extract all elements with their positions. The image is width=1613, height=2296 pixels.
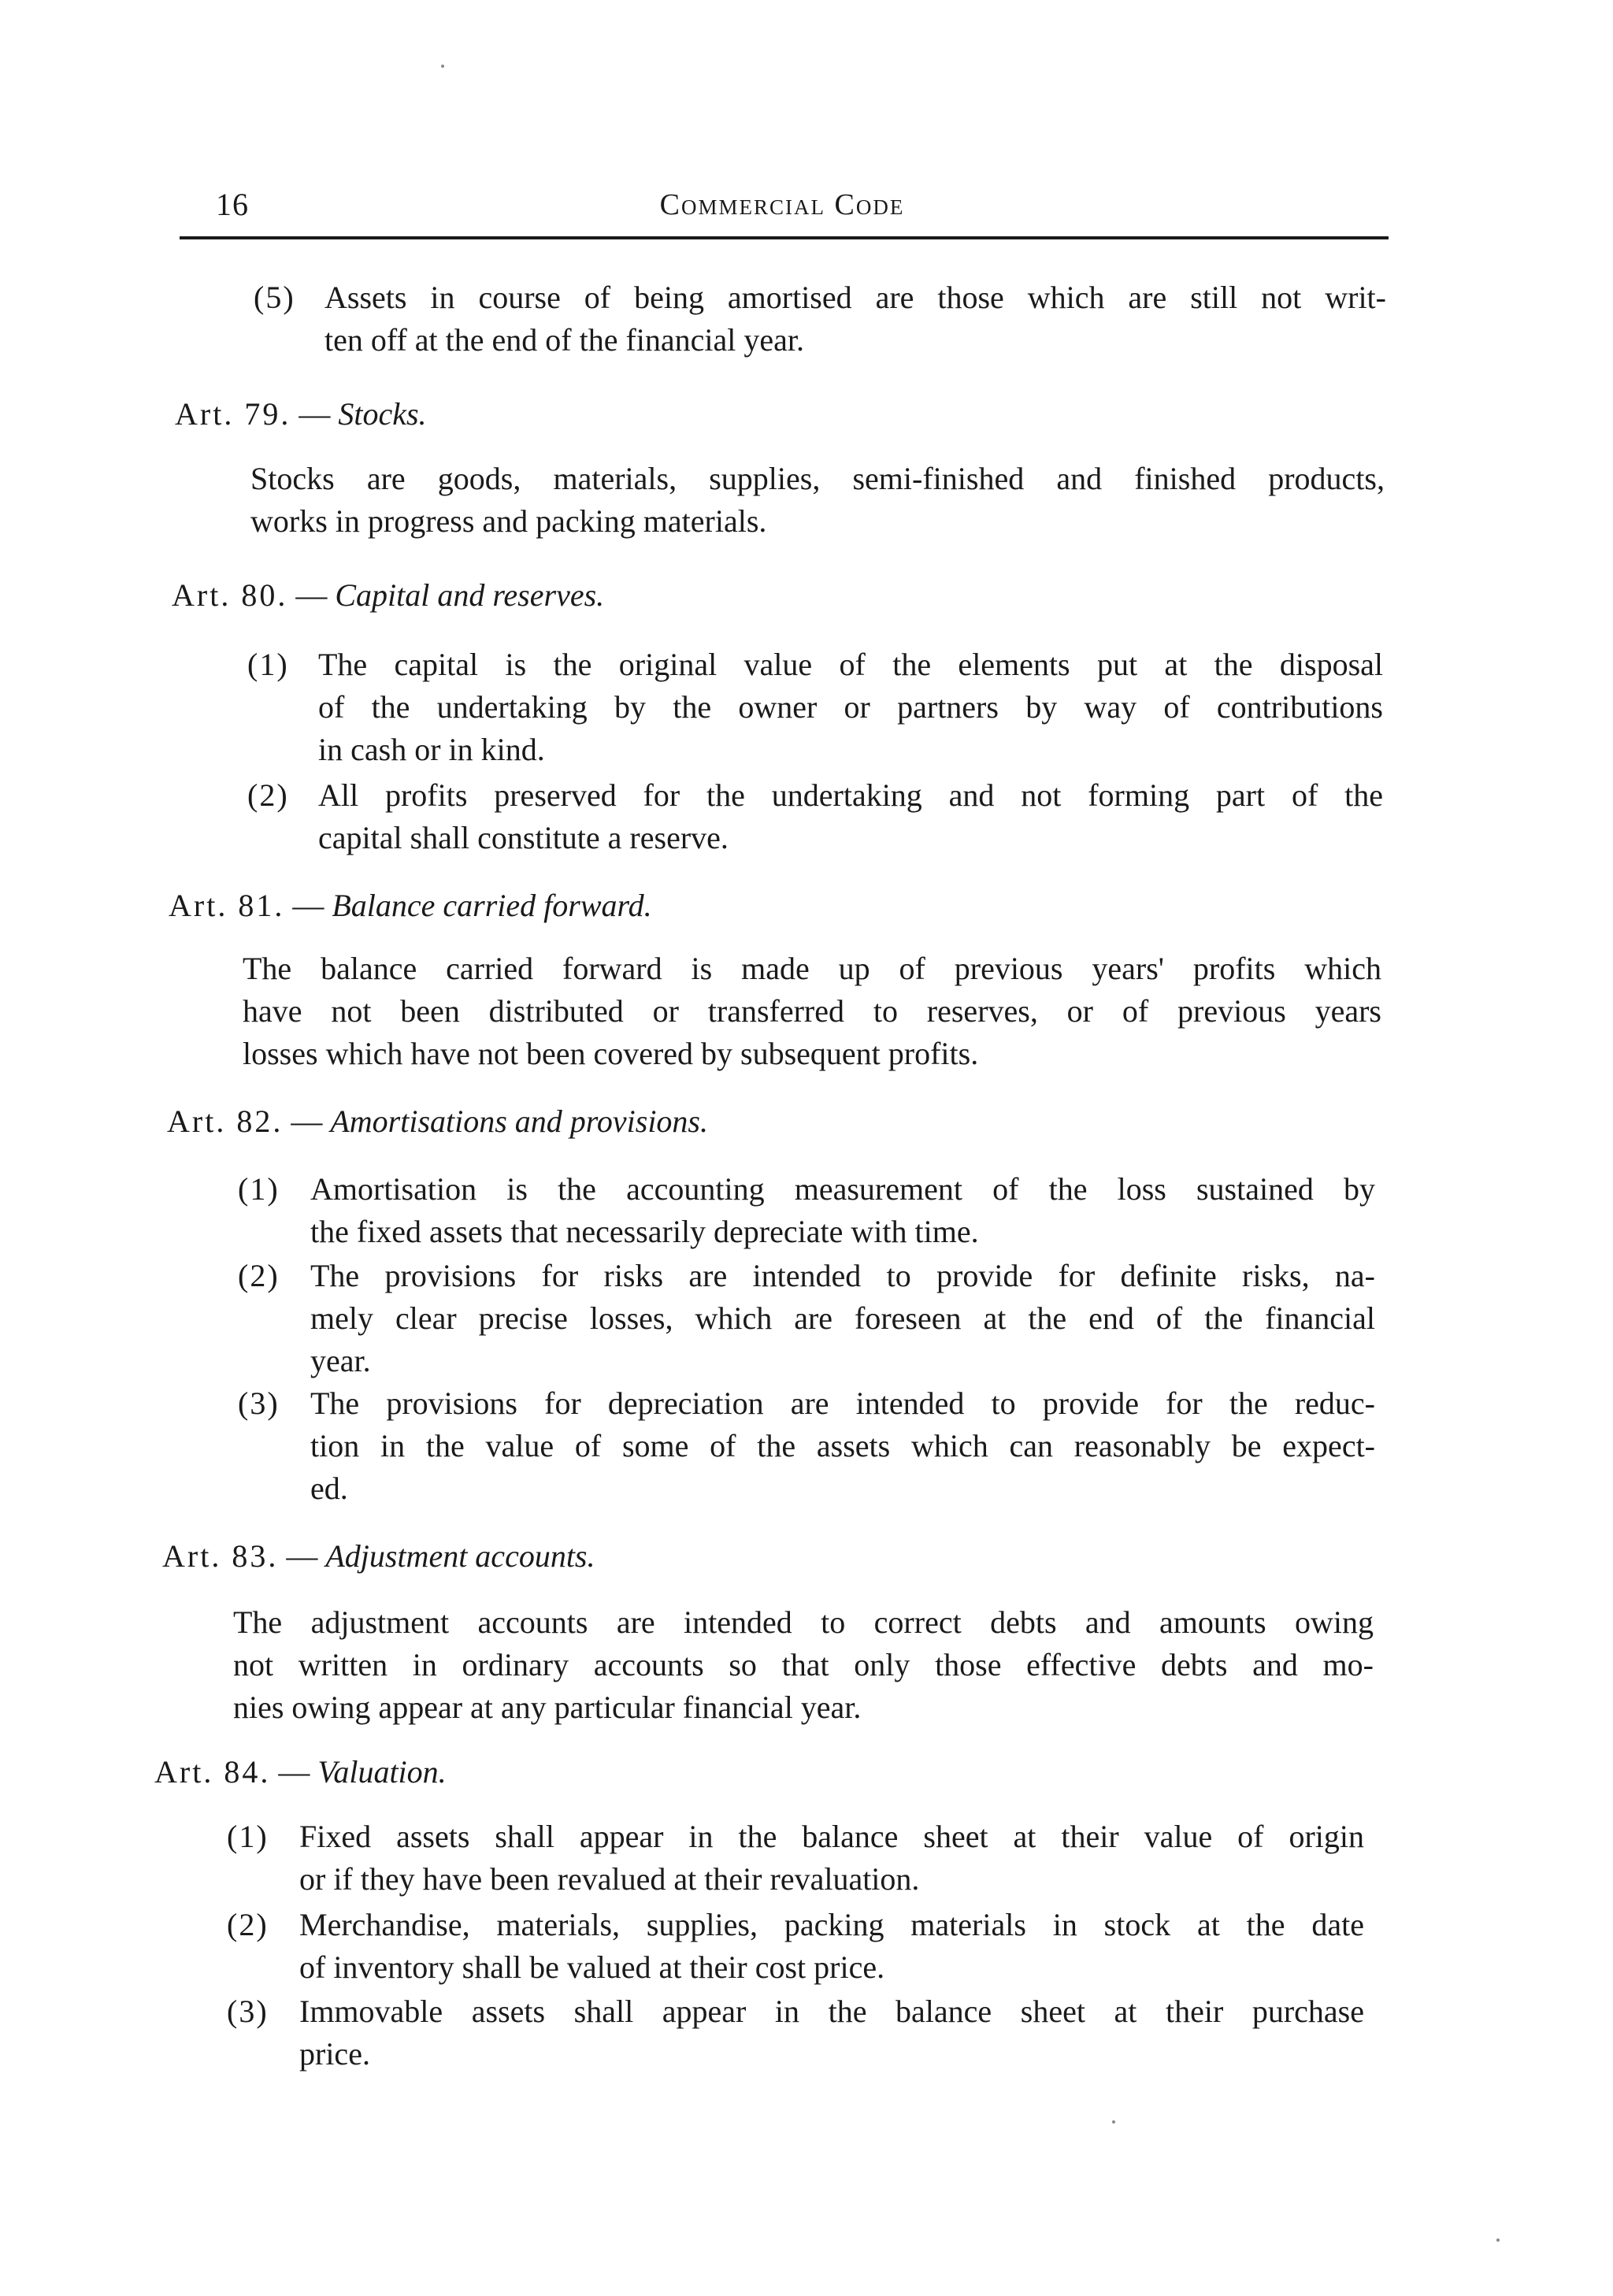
scan-speck bbox=[441, 65, 444, 68]
article-title: Amortisations and provisions. bbox=[330, 1103, 708, 1139]
article-heading bbox=[169, 885, 652, 926]
text-line: tion in the value of some of the assets which can reasonably be expect- bbox=[310, 1428, 1375, 1463]
em-dash: — bbox=[298, 396, 331, 432]
item-number: (1) bbox=[227, 1819, 269, 1854]
text-line: The capital is the original value of the elements put at the disposal bbox=[318, 647, 1383, 682]
header-rule bbox=[180, 236, 1389, 239]
text-line: in cash or in kind. bbox=[318, 732, 545, 767]
item-number: (3) bbox=[238, 1385, 280, 1421]
text-line: Amortisation is the accounting measurement of the loss sustained by bbox=[310, 1171, 1375, 1207]
page-number: 16 bbox=[216, 187, 249, 222]
item-number: (2) bbox=[238, 1258, 280, 1293]
em-dash: — bbox=[292, 888, 324, 923]
em-dash: — bbox=[278, 1754, 310, 1790]
em-dash: — bbox=[291, 1103, 323, 1139]
text-line: ed. bbox=[310, 1471, 348, 1506]
text-line: have not been distributed or transferred to reserves, or of previous years bbox=[243, 993, 1381, 1029]
item-number: (2) bbox=[247, 777, 289, 813]
text-line: Stocks are goods, materials, supplies, semi-finished and finished products, bbox=[250, 461, 1385, 496]
item-number: (1) bbox=[238, 1171, 280, 1207]
article-heading bbox=[175, 394, 427, 435]
text-line: nies owing appear at any particular financial year. bbox=[233, 1690, 862, 1725]
text-line: capital shall constitute a reserve. bbox=[318, 820, 729, 855]
text-line: Merchandise, materials, supplies, packing materials in stock at the date bbox=[299, 1907, 1364, 1942]
text-line: losses which have not been covered by subsequent profits. bbox=[243, 1036, 979, 1071]
article-number: Art. 79. bbox=[175, 396, 291, 432]
article-title: Valuation. bbox=[317, 1754, 447, 1790]
text-line: Fixed assets shall appear in the balance sheet at their value of origin bbox=[299, 1819, 1364, 1854]
article-heading bbox=[172, 575, 604, 616]
item-number: (5) bbox=[254, 280, 295, 315]
article-number: Art. 81. bbox=[169, 888, 285, 923]
em-dash: — bbox=[295, 577, 328, 613]
text-line: Immovable assets shall appear in the balance sheet at their purchase bbox=[299, 1994, 1364, 2029]
text-line: or if they have been revalued at their revaluation. bbox=[299, 1861, 920, 1897]
text-line: All profits preserved for the undertaking and not forming part of the bbox=[318, 777, 1383, 813]
text-line: the fixed assets that necessarily depreciate with time. bbox=[310, 1214, 979, 1249]
article-number: Art. 84. bbox=[154, 1754, 271, 1790]
scan-speck bbox=[1112, 2120, 1115, 2124]
em-dash: — bbox=[286, 1538, 318, 1574]
page-header bbox=[180, 181, 1385, 232]
text-line: The provisions for depreciation are intended to provide for the reduc- bbox=[310, 1385, 1375, 1421]
article-number: Art. 82. bbox=[167, 1103, 284, 1139]
running-head: Commercial Code bbox=[659, 188, 905, 221]
text-line: ten off at the end of the financial year. bbox=[324, 322, 805, 358]
text-line: works in progress and packing materials. bbox=[250, 503, 767, 539]
article-heading bbox=[162, 1536, 595, 1577]
article-title: Capital and reserves. bbox=[335, 577, 605, 613]
article-title: Adjustment accounts. bbox=[325, 1538, 595, 1574]
text-line: The balance carried forward is made up of previous years' profits which bbox=[243, 951, 1381, 986]
text-line: The provisions for risks are intended to provide for definite risks, na- bbox=[310, 1258, 1375, 1293]
item-number: (2) bbox=[227, 1907, 269, 1942]
article-number: Art. 80. bbox=[172, 577, 288, 613]
item-number: (1) bbox=[247, 647, 289, 682]
article-title: Stocks. bbox=[338, 396, 427, 432]
article-heading bbox=[167, 1101, 708, 1142]
text-line: mely clear precise losses, which are foreseen at the end of the financial bbox=[310, 1300, 1375, 1336]
scan-speck bbox=[1496, 2239, 1500, 2242]
article-heading bbox=[154, 1752, 447, 1793]
text-line: price. bbox=[299, 2036, 370, 2072]
text-line: year. bbox=[310, 1343, 371, 1378]
text-line: of the undertaking by the owner or partners by way of contributions bbox=[318, 689, 1383, 725]
text-line: The adjustment accounts are intended to correct debts and amounts owing bbox=[233, 1604, 1374, 1640]
text-line: Assets in course of being amortised are those which are still not writ- bbox=[324, 280, 1386, 315]
item-number: (3) bbox=[227, 1994, 269, 2029]
article-number: Art. 83. bbox=[162, 1538, 279, 1574]
text-line: not written in ordinary accounts so that only those effective debts and mo- bbox=[233, 1647, 1374, 1682]
article-title: Balance carried forward. bbox=[332, 888, 652, 923]
text-line: of inventory shall be valued at their cost price. bbox=[299, 1949, 885, 1985]
